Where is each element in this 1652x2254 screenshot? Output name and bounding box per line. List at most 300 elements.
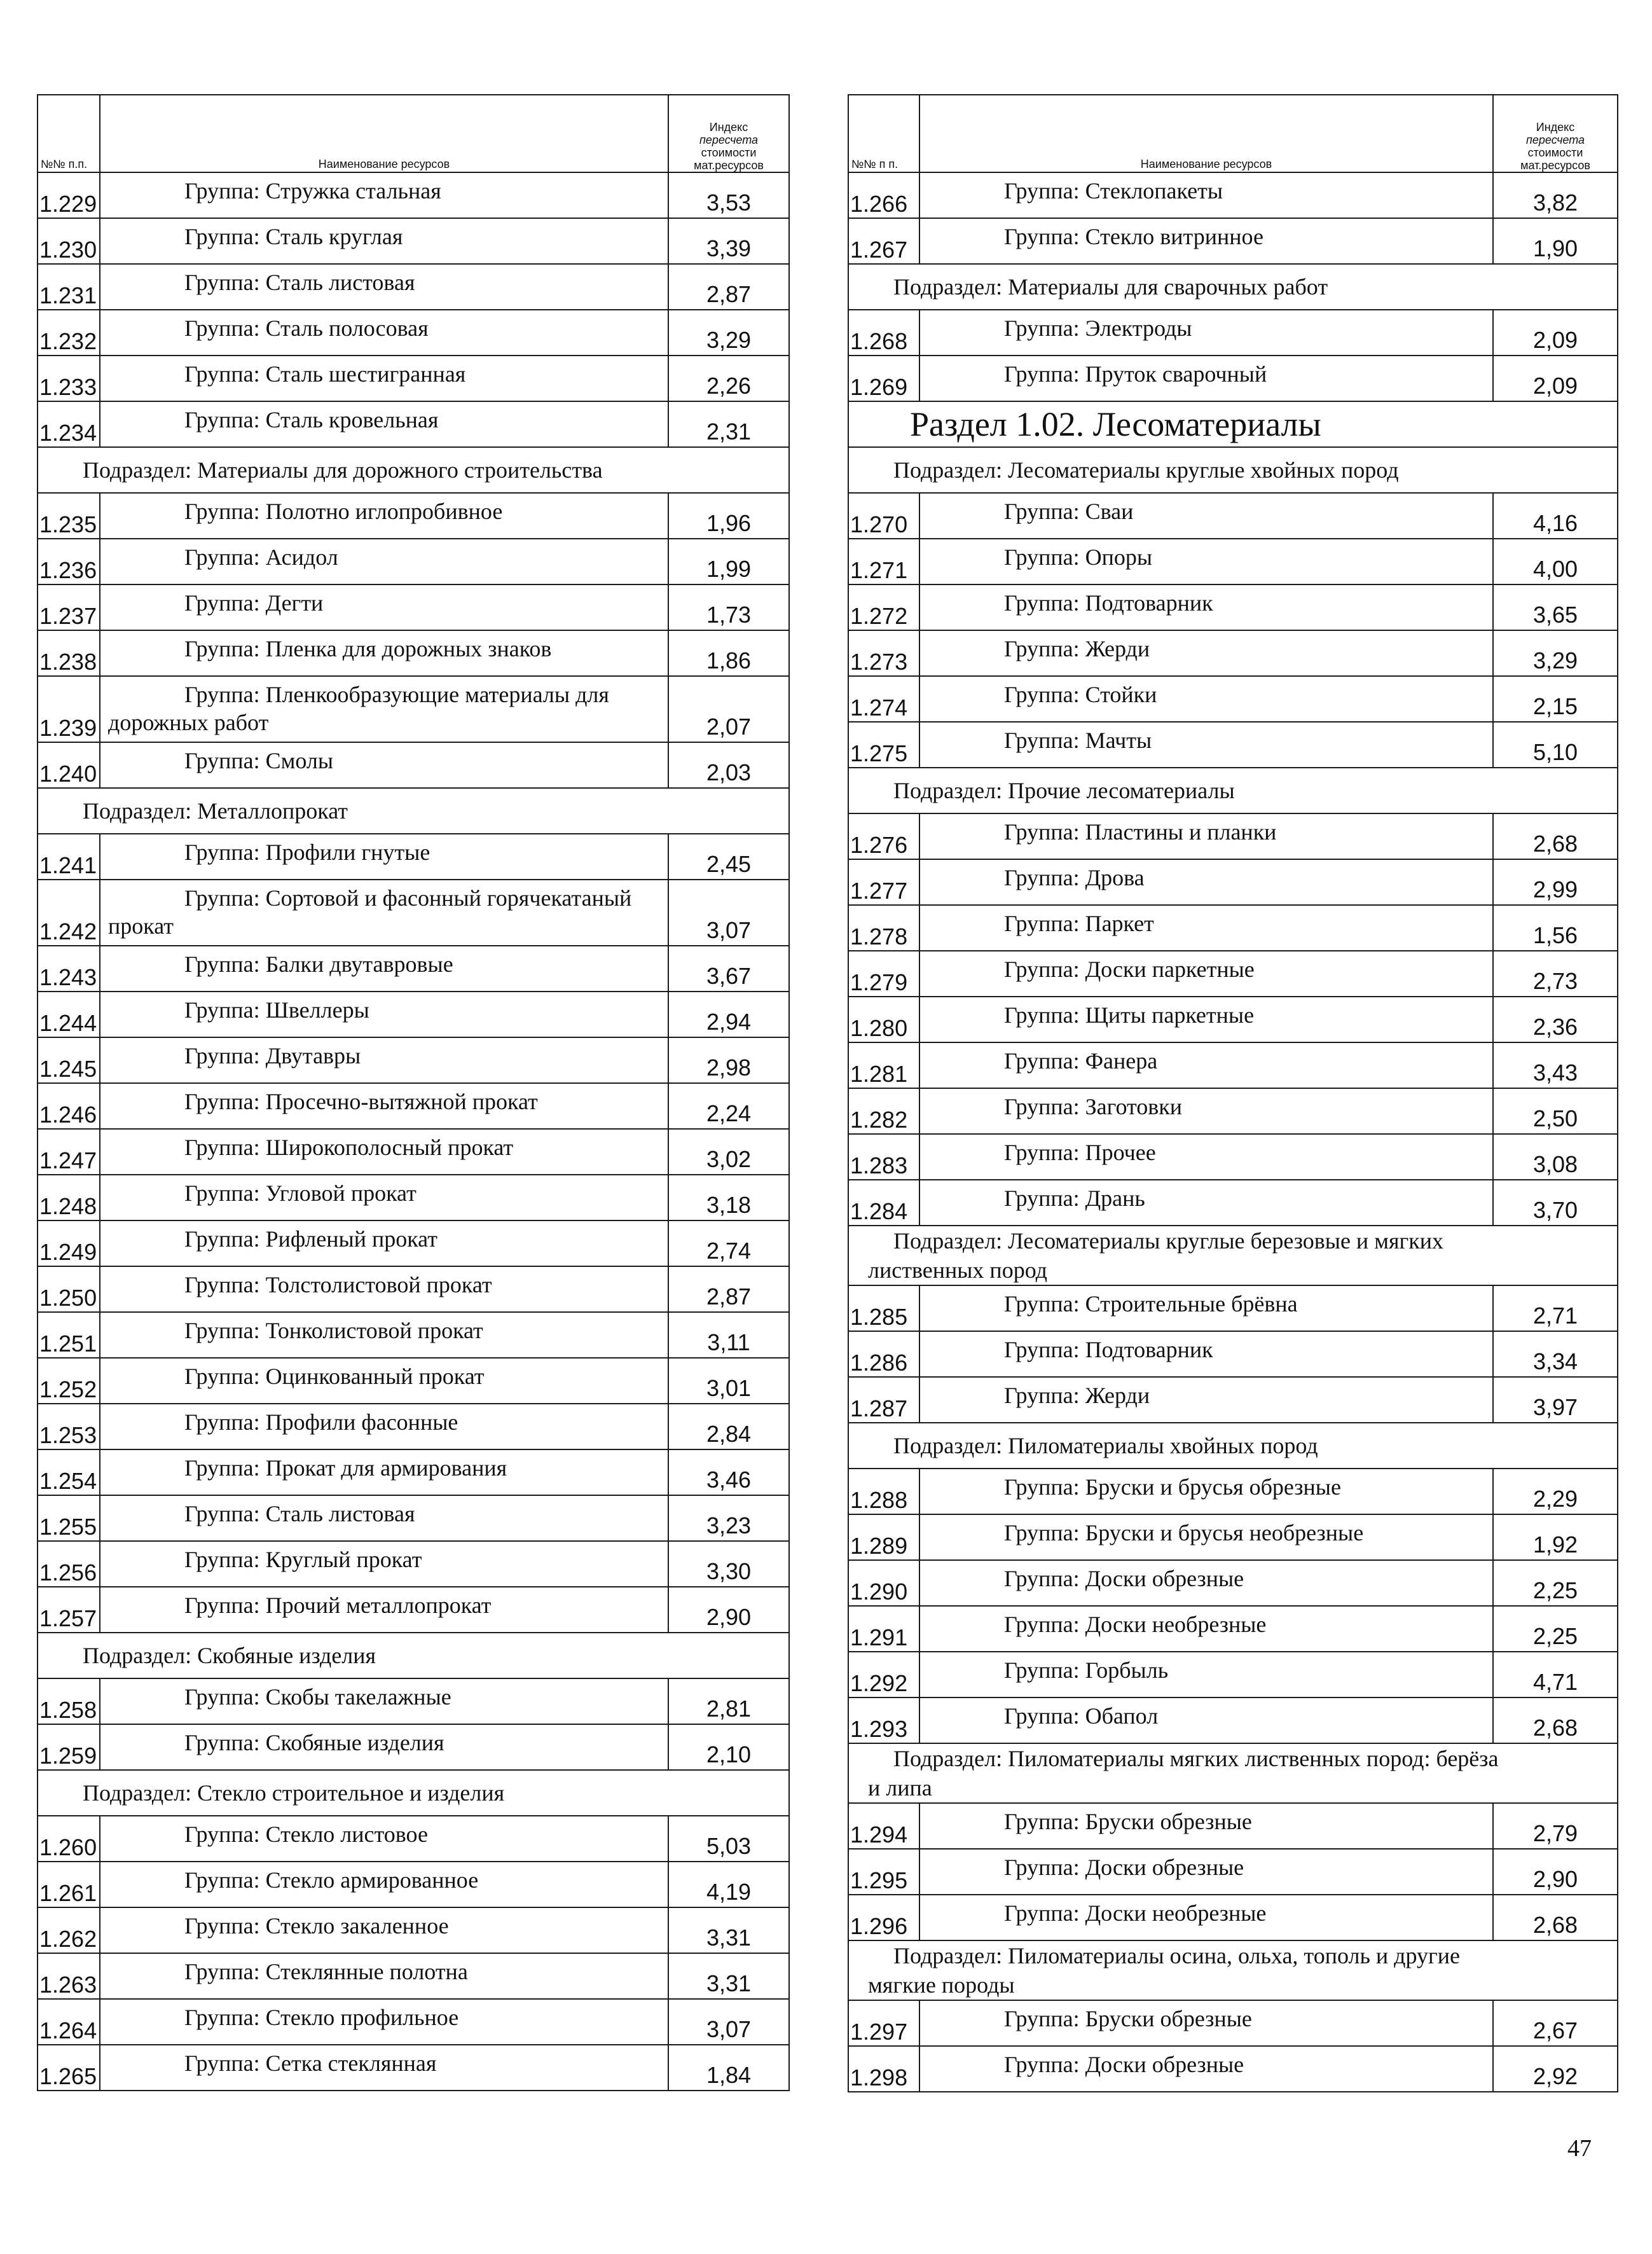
item-number: 1.230 xyxy=(38,218,100,264)
table-row xyxy=(38,880,789,946)
item-index-value: 2,98 xyxy=(668,1037,789,1083)
header-num: №№ п п. xyxy=(848,95,919,172)
section-title: Раздел 1.02. Лесоматериалы xyxy=(848,401,1618,447)
item-name-text: Группа: Горбыль xyxy=(1004,1657,1169,1683)
item-name-text: Группа: Жерди xyxy=(1004,636,1150,661)
item-index-value: 2,90 xyxy=(668,1587,789,1633)
item-name xyxy=(100,401,668,447)
item-name-text: Группа: Обапол xyxy=(1004,1703,1159,1729)
item-index-value: 2,45 xyxy=(668,834,789,880)
table-row xyxy=(848,1377,1618,1423)
item-number: 1.240 xyxy=(38,742,100,788)
item-name-text: Группа: Асидол xyxy=(184,544,338,570)
table-row xyxy=(848,447,1618,493)
item-name xyxy=(100,218,668,264)
item-name-text: Группа: Пленка для дорожных знаков xyxy=(184,636,552,661)
item-name-text: Группа: Опоры xyxy=(1004,544,1153,570)
table-row xyxy=(848,997,1618,1042)
item-index-value: 2,81 xyxy=(668,1678,789,1724)
item-name-text: Группа: Подтоварник xyxy=(1004,590,1213,616)
table-row xyxy=(848,218,1618,264)
item-number: 1.291 xyxy=(848,1606,919,1652)
table-row xyxy=(848,493,1618,539)
item-index-value: 5,03 xyxy=(668,1816,789,1862)
item-index-value: 2,09 xyxy=(1493,356,1618,401)
table-row xyxy=(38,1862,789,1907)
table-header xyxy=(38,95,789,172)
item-name xyxy=(919,905,1493,951)
item-number: 1.253 xyxy=(38,1404,100,1449)
item-number: 1.262 xyxy=(38,1907,100,1953)
table-row xyxy=(38,264,789,310)
item-number: 1.244 xyxy=(38,992,100,1037)
item-name xyxy=(919,722,1493,768)
item-index-value: 3,30 xyxy=(668,1541,789,1587)
table-row xyxy=(848,630,1618,676)
item-number: 1.248 xyxy=(38,1175,100,1220)
item-name xyxy=(100,1037,668,1083)
subsection-title: Подраздел: Прочие лесоматериалы xyxy=(848,768,1618,813)
table-row xyxy=(38,539,789,584)
item-index-value: 3,53 xyxy=(668,172,789,218)
table-row xyxy=(38,1266,789,1312)
table-row xyxy=(848,905,1618,951)
item-name-text: Группа: Оцинкованный прокат xyxy=(184,1364,485,1389)
item-name xyxy=(919,493,1493,539)
item-number: 1.247 xyxy=(38,1129,100,1175)
item-name-text: Группа: Дрань xyxy=(1004,1186,1145,1211)
item-number: 1.267 xyxy=(848,218,919,264)
item-name xyxy=(100,630,668,676)
item-number: 1.284 xyxy=(848,1180,919,1226)
item-name xyxy=(100,992,668,1037)
table-row xyxy=(38,1953,789,1999)
item-number: 1.273 xyxy=(848,630,919,676)
item-name-text: Группа: Доски необрезные xyxy=(1004,1900,1267,1926)
item-name-text: Группа: Доски необрезные xyxy=(1004,1612,1267,1637)
item-number: 1.271 xyxy=(848,539,919,584)
table-row xyxy=(848,584,1618,630)
table-row xyxy=(848,859,1618,905)
item-number: 1.295 xyxy=(848,1849,919,1895)
table-row xyxy=(38,1495,789,1541)
subsection-title xyxy=(848,1226,1618,1285)
table-row xyxy=(848,1331,1618,1377)
item-number: 1.272 xyxy=(848,584,919,630)
item-index-value: 3,18 xyxy=(668,1175,789,1220)
table-row xyxy=(38,584,789,630)
item-number: 1.241 xyxy=(38,834,100,880)
header-name: Наименование ресурсов xyxy=(919,95,1493,172)
table-row xyxy=(848,1514,1618,1560)
item-number: 1.279 xyxy=(848,951,919,997)
table-row xyxy=(848,768,1618,813)
item-name xyxy=(919,356,1493,401)
subsection-title-line: Подраздел: Пиломатериалы мягких лиственных пород: берёза xyxy=(893,1746,1499,1771)
table-row xyxy=(38,1678,789,1724)
item-name xyxy=(919,1606,1493,1652)
item-number: 1.298 xyxy=(848,2046,919,2092)
item-name xyxy=(919,997,1493,1042)
header-index-line: пересчета xyxy=(699,134,759,146)
table-row xyxy=(848,1285,1618,1331)
item-index-value: 2,10 xyxy=(668,1724,789,1770)
item-number: 1.266 xyxy=(848,172,919,218)
item-number: 1.283 xyxy=(848,1134,919,1180)
item-name-text: Группа: Стеклянные полотна xyxy=(184,1959,468,1984)
item-number: 1.265 xyxy=(38,2045,100,2091)
table-row xyxy=(38,788,789,834)
item-index-value: 2,29 xyxy=(1493,1469,1618,1514)
item-index-value: 4,19 xyxy=(668,1862,789,1907)
item-name xyxy=(100,1907,668,1953)
item-name xyxy=(100,1449,668,1495)
item-number: 1.260 xyxy=(38,1816,100,1862)
item-name xyxy=(100,1220,668,1266)
item-name-text: Группа: Пруток сварочный xyxy=(1004,361,1267,387)
table-row xyxy=(848,1803,1618,1849)
item-name-text: Группа: Бруски и брусья обрезные xyxy=(1004,1474,1341,1500)
item-name xyxy=(100,1678,668,1724)
item-number: 1.245 xyxy=(38,1037,100,1083)
table-row xyxy=(38,218,789,264)
subsection-title-line: Подраздел: Пиломатериалы осина, ольха, тополь и другие xyxy=(893,1943,1460,1968)
item-name xyxy=(919,630,1493,676)
item-name-line: Группа: Пленкообразующие материалы для xyxy=(184,682,609,707)
item-index-value: 2,07 xyxy=(668,676,789,742)
subsection-title: Подраздел: Металлопрокат xyxy=(38,788,789,834)
item-number: 1.268 xyxy=(848,310,919,356)
header-index xyxy=(1493,95,1618,172)
item-name xyxy=(100,356,668,401)
item-name-text: Группа: Сталь листовая xyxy=(184,270,415,295)
item-index-value: 3,82 xyxy=(1493,172,1618,218)
item-index-value: 2,68 xyxy=(1493,1697,1618,1743)
item-name-text: Группа: Дегти xyxy=(184,590,324,616)
subsection-title: Подраздел: Материалы для сварочных работ xyxy=(848,264,1618,310)
table-row xyxy=(848,1469,1618,1514)
item-name-text: Группа: Сталь полосовая xyxy=(184,315,429,341)
subsection-title-line: и липа xyxy=(868,1775,932,1801)
item-number: 1.257 xyxy=(38,1587,100,1633)
item-index-value: 3,11 xyxy=(668,1312,789,1358)
item-name xyxy=(919,1180,1493,1226)
table-body-right xyxy=(848,172,1618,2092)
subsection-title: Подраздел: Пиломатериалы хвойных пород xyxy=(848,1423,1618,1469)
item-number: 1.294 xyxy=(848,1803,919,1849)
table-row xyxy=(38,447,789,493)
item-number: 1.275 xyxy=(848,722,919,768)
item-number: 1.292 xyxy=(848,1652,919,1697)
item-name xyxy=(919,676,1493,722)
item-index-value: 3,08 xyxy=(1493,1134,1618,1180)
item-name xyxy=(100,676,668,742)
item-index-value: 2,67 xyxy=(1493,2000,1618,2046)
item-index-value: 3,23 xyxy=(668,1495,789,1541)
item-name-text: Группа: Стекло витринное xyxy=(1004,224,1263,249)
item-number: 1.296 xyxy=(848,1895,919,1940)
item-name-text: Группа: Стекло закаленное xyxy=(184,1913,449,1939)
item-index-value: 2,03 xyxy=(668,742,789,788)
item-index-value: 3,07 xyxy=(668,880,789,946)
item-number: 1.297 xyxy=(848,2000,919,2046)
item-name xyxy=(100,2045,668,2091)
item-name-text: Группа: Сталь шестигранная xyxy=(184,361,466,387)
item-number: 1.229 xyxy=(38,172,100,218)
item-name xyxy=(100,1953,668,1999)
item-name-text: Группа: Сваи xyxy=(1004,499,1134,524)
item-name-text: Группа: Угловой прокат xyxy=(184,1180,416,1206)
table-row xyxy=(38,493,789,539)
table-row xyxy=(848,1652,1618,1697)
header-index-line: пересчета xyxy=(1525,134,1585,146)
item-name-text: Группа: Сталь круглая xyxy=(184,224,403,249)
item-index-value: 2,25 xyxy=(1493,1606,1618,1652)
table-row xyxy=(38,1175,789,1220)
item-name-text: Группа: Широкополосный прокат xyxy=(184,1135,514,1160)
item-index-value: 1,90 xyxy=(1493,218,1618,264)
item-name-text: Группа: Смолы xyxy=(184,748,334,773)
table-row xyxy=(848,1560,1618,1606)
item-index-value: 1,99 xyxy=(668,539,789,584)
item-name xyxy=(919,1697,1493,1743)
item-index-value: 2,92 xyxy=(1493,2046,1618,2092)
item-number: 1.233 xyxy=(38,356,100,401)
item-index-value: 2,09 xyxy=(1493,310,1618,356)
item-name xyxy=(100,1175,668,1220)
item-index-value: 3,02 xyxy=(668,1129,789,1175)
item-index-value: 5,10 xyxy=(1493,722,1618,768)
item-number: 1.274 xyxy=(848,676,919,722)
item-index-value: 2,84 xyxy=(668,1404,789,1449)
table-row xyxy=(38,946,789,992)
item-name-text: Группа: Доски обрезные xyxy=(1004,2052,1244,2077)
item-index-value: 1,96 xyxy=(668,493,789,539)
item-index-value: 1,86 xyxy=(668,630,789,676)
item-name xyxy=(100,172,668,218)
table-row xyxy=(38,1220,789,1266)
table-row xyxy=(38,1312,789,1358)
item-name-text: Группа: Толстолистовой прокат xyxy=(184,1272,492,1297)
item-name xyxy=(919,859,1493,905)
item-name xyxy=(919,1134,1493,1180)
item-name-text: Группа: Жерди xyxy=(1004,1383,1150,1408)
item-number: 1.288 xyxy=(848,1469,919,1514)
item-name-text: Группа: Прочий металлопрокат xyxy=(184,1593,492,1618)
item-name-text: Группа: Стекло листовое xyxy=(184,1822,428,1847)
item-index-value: 4,16 xyxy=(1493,493,1618,539)
item-index-value: 3,29 xyxy=(668,310,789,356)
item-name-text: Группа: Строительные брёвна xyxy=(1004,1291,1298,1317)
item-name-text: Группа: Дрова xyxy=(1004,865,1145,890)
item-index-value: 3,43 xyxy=(1493,1042,1618,1088)
item-number: 1.243 xyxy=(38,946,100,992)
item-name-text: Группа: Фанера xyxy=(1004,1048,1158,1074)
item-name-text: Группа: Профили фасонные xyxy=(184,1409,458,1435)
item-name-text: Группа: Сетка стеклянная xyxy=(184,2050,437,2076)
table-row xyxy=(848,1940,1618,2000)
header-index-line: Индекс xyxy=(709,121,748,134)
item-name-text: Группа: Паркет xyxy=(1004,911,1154,936)
item-index-value: 2,68 xyxy=(1493,1895,1618,1940)
item-index-value: 4,71 xyxy=(1493,1652,1618,1697)
item-number: 1.234 xyxy=(38,401,100,447)
subsection-title-line: мягкие породы xyxy=(868,1972,1015,1998)
table-row xyxy=(38,1907,789,1953)
table-row xyxy=(848,1180,1618,1226)
item-number: 1.231 xyxy=(38,264,100,310)
item-name xyxy=(100,310,668,356)
table-row xyxy=(38,630,789,676)
item-name-text: Группа: Полотно иглопробивное xyxy=(184,499,503,524)
item-number: 1.286 xyxy=(848,1331,919,1377)
item-name xyxy=(919,951,1493,997)
table-row xyxy=(848,1697,1618,1743)
header-index-line: Индекс xyxy=(1536,121,1575,134)
table-row xyxy=(38,1724,789,1770)
item-name-text: Группа: Доски паркетные xyxy=(1004,957,1255,982)
item-index-value: 3,07 xyxy=(668,1999,789,2045)
item-name-text: Группа: Щиты паркетные xyxy=(1004,1002,1255,1028)
table-row xyxy=(848,2000,1618,2046)
item-name-text: Группа: Просечно-вытяжной прокат xyxy=(184,1089,538,1114)
subsection-title: Подраздел: Стекло строительное и изделия xyxy=(38,1770,789,1816)
item-name-text: Группа: Скобы такелажные xyxy=(184,1684,451,1710)
item-name xyxy=(919,218,1493,264)
table-row xyxy=(848,2046,1618,2092)
subsection-title: Подраздел: Скобяные изделия xyxy=(38,1633,789,1678)
item-name-text: Группа: Круглый прокат xyxy=(184,1547,422,1572)
item-name xyxy=(100,1358,668,1404)
item-name xyxy=(100,1129,668,1175)
item-number: 1.258 xyxy=(38,1678,100,1724)
item-number: 1.250 xyxy=(38,1266,100,1312)
item-name xyxy=(100,834,668,880)
table-row xyxy=(38,401,789,447)
item-name xyxy=(919,813,1493,859)
item-index-value: 2,90 xyxy=(1493,1849,1618,1895)
table-row xyxy=(38,1633,789,1678)
table-row xyxy=(38,676,789,742)
item-name xyxy=(919,172,1493,218)
item-name xyxy=(100,1999,668,2045)
item-index-value: 2,36 xyxy=(1493,997,1618,1042)
item-name xyxy=(100,1724,668,1770)
item-number: 1.238 xyxy=(38,630,100,676)
item-index-value: 3,01 xyxy=(668,1358,789,1404)
table-row xyxy=(38,1404,789,1449)
item-index-value: 2,73 xyxy=(1493,951,1618,997)
table-row xyxy=(38,1083,789,1129)
item-index-value: 3,46 xyxy=(668,1449,789,1495)
item-number: 1.264 xyxy=(38,1999,100,2045)
table-row xyxy=(848,172,1618,218)
table-row xyxy=(38,356,789,401)
item-name xyxy=(919,1042,1493,1088)
table-row xyxy=(38,1129,789,1175)
item-name-text: Группа: Заготовки xyxy=(1004,1094,1183,1119)
item-name-text: Группа: Доски обрезные xyxy=(1004,1855,1244,1880)
item-index-value: 2,94 xyxy=(668,992,789,1037)
item-name xyxy=(100,1587,668,1633)
item-index-value: 2,24 xyxy=(668,1083,789,1129)
subsection-title: Подраздел: Материалы для дорожного строительства xyxy=(38,447,789,493)
item-number: 1.280 xyxy=(848,997,919,1042)
table-row xyxy=(848,310,1618,356)
item-index-value: 2,99 xyxy=(1493,859,1618,905)
item-number: 1.251 xyxy=(38,1312,100,1358)
item-number: 1.255 xyxy=(38,1495,100,1541)
item-name-text: Группа: Стеклопакеты xyxy=(1004,178,1223,204)
item-index-value: 1,84 xyxy=(668,2045,789,2091)
item-index-value: 3,34 xyxy=(1493,1331,1618,1377)
table-row xyxy=(38,1999,789,2045)
item-number: 1.232 xyxy=(38,310,100,356)
item-name xyxy=(919,1469,1493,1514)
header-index-line: мат.ресурсов xyxy=(1520,159,1590,172)
item-number: 1.290 xyxy=(848,1560,919,1606)
item-name-text: Группа: Стекло профильное xyxy=(184,2005,459,2030)
item-index-value: 3,65 xyxy=(1493,584,1618,630)
item-name-text: Группа: Сталь листовая xyxy=(184,1501,415,1526)
item-name-text: Группа: Рифленый прокат xyxy=(184,1226,437,1252)
item-number: 1.277 xyxy=(848,859,919,905)
table-row xyxy=(848,1088,1618,1134)
subsection-title xyxy=(848,1743,1618,1803)
header-num: №№ п.п. xyxy=(38,95,100,172)
item-name-text: Группа: Бруски и брусья необрезные xyxy=(1004,1520,1364,1545)
item-name xyxy=(100,1541,668,1587)
item-name-text: Группа: Пластины и планки xyxy=(1004,819,1277,845)
table-row xyxy=(848,1423,1618,1469)
item-name-line: прокат xyxy=(108,913,174,939)
item-number: 1.289 xyxy=(848,1514,919,1560)
table-row xyxy=(38,992,789,1037)
item-number: 1.256 xyxy=(38,1541,100,1587)
table-row xyxy=(848,1895,1618,1940)
item-name xyxy=(919,1285,1493,1331)
item-index-value: 3,29 xyxy=(1493,630,1618,676)
item-index-value: 2,31 xyxy=(668,401,789,447)
item-name xyxy=(100,1404,668,1449)
item-name-text: Группа: Стекло армированное xyxy=(184,1867,479,1893)
item-name-line: Группа: Сортовой и фасонный горячекатаный xyxy=(184,885,632,911)
item-index-value: 2,50 xyxy=(1493,1088,1618,1134)
table-row xyxy=(38,1541,789,1587)
item-number: 1.270 xyxy=(848,493,919,539)
item-number: 1.242 xyxy=(38,880,100,946)
item-number: 1.235 xyxy=(38,493,100,539)
table-row xyxy=(848,1849,1618,1895)
item-name xyxy=(100,742,668,788)
table-row xyxy=(848,951,1618,997)
item-name-text: Группа: Стойки xyxy=(1004,682,1157,707)
item-name-line: дорожных работ xyxy=(108,710,269,735)
item-index-value: 2,26 xyxy=(668,356,789,401)
table-row xyxy=(38,742,789,788)
item-number: 1.254 xyxy=(38,1449,100,1495)
item-number: 1.269 xyxy=(848,356,919,401)
item-number: 1.293 xyxy=(848,1697,919,1743)
item-name xyxy=(919,1514,1493,1560)
item-name xyxy=(919,2046,1493,2092)
item-name xyxy=(919,1560,1493,1606)
table-row xyxy=(38,2045,789,2091)
table-row xyxy=(848,1226,1618,1285)
item-name xyxy=(919,1331,1493,1377)
item-index-value: 1,56 xyxy=(1493,905,1618,951)
item-number: 1.252 xyxy=(38,1358,100,1404)
